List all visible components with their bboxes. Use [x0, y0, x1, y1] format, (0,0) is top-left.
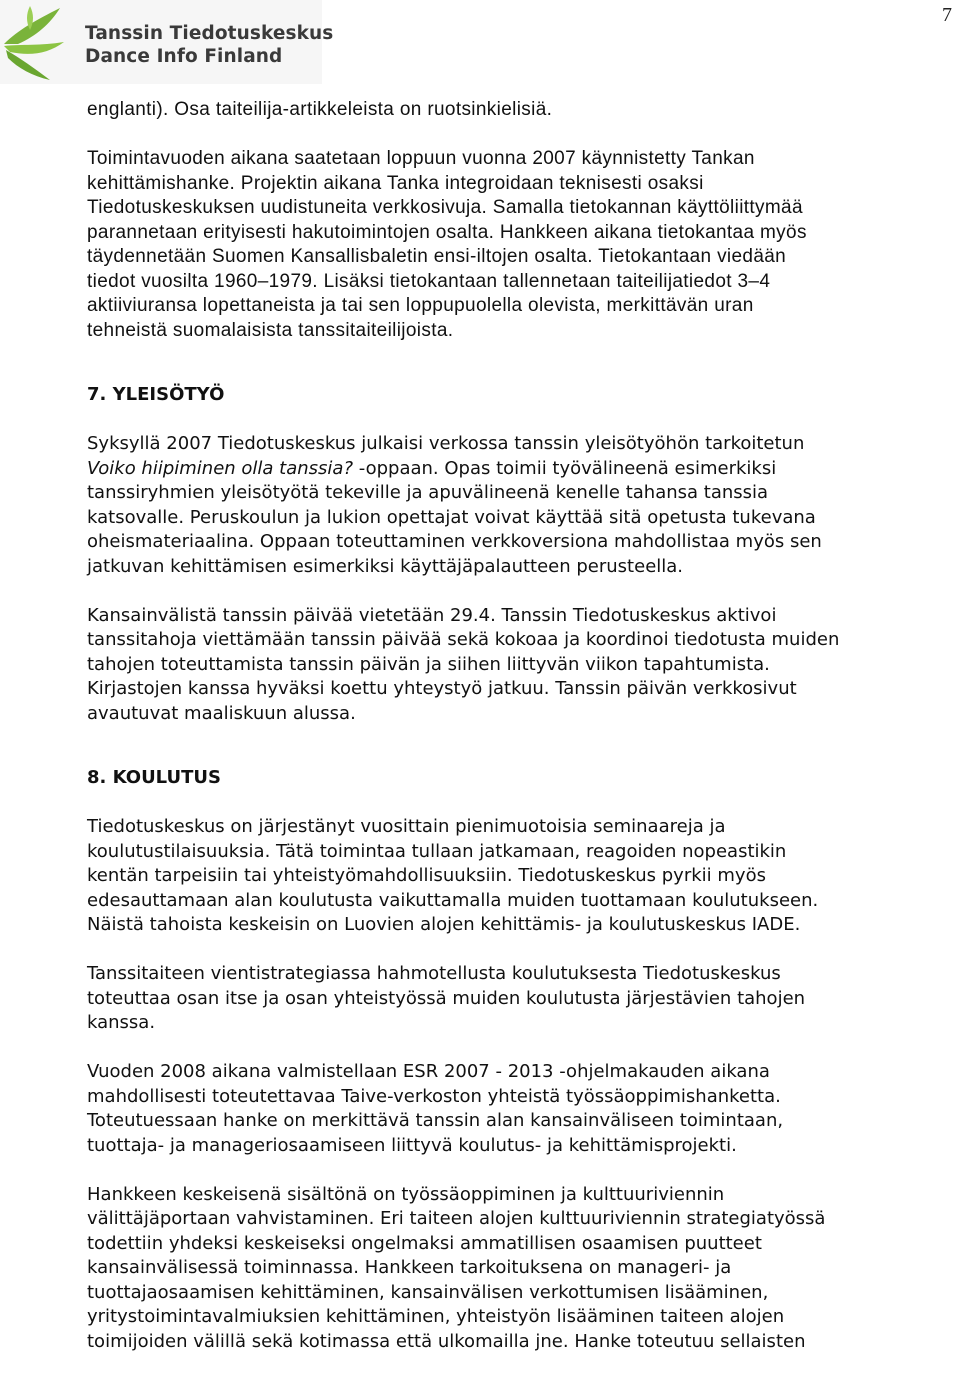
- paragraph-export-strategy: [87, 962, 947, 1036]
- text-line: tanssiryhmien yleisötyötä tekeville ja apuvälineenä kenelle tahansa tanssia: [87, 482, 769, 503]
- paragraph-audience-guide: [87, 432, 947, 579]
- logo-text-finnish: Tanssin Tiedotuskeskus: [85, 23, 334, 44]
- page-number: 7: [942, 4, 952, 26]
- text-line: todettiin yhdeksi keskeiseksi ongelmaksi ammatillisen osaamisen puutteet: [87, 1232, 762, 1254]
- text-line: yritystoimintavalmiuksien kehittäminen, yhteistyön lisääminen taiteen alojen: [87, 1306, 785, 1327]
- document-body: [87, 98, 947, 1354]
- text-line: Tanssitaiteen vientistrategiassa hahmotellusta koulutuksesta Tiedotuskeskus: [87, 963, 781, 984]
- paragraph-continuation: [87, 98, 947, 123]
- text-line: [87, 457, 947, 482]
- text-line: Toteutuessaan hanke on merkittävä tanssin alan kansainväliseen toimintaan,: [87, 1110, 784, 1131]
- text-line: oheismateriaalina. Oppaan toteuttaminen verkkoversiona mahdollistaa myös sen: [87, 531, 822, 552]
- text-line: Hankkeen keskeisenä sisältönä on työssäoppiminen ja kulttuuriviennin: [87, 1183, 725, 1205]
- text-line: edesauttamaan alan koulutusta vaikuttamalla muiden tuottamaan koulutukseen.: [87, 889, 819, 911]
- text-line: tuottaja- ja manageriosaamiseen liittyvä koulutus- ja kehittämisprojekti.: [87, 1134, 737, 1156]
- text-line: toimijoiden välillä sekä kotimassa että ulkomailla jne. Hanke toteutuu sellaisten: [87, 1330, 806, 1352]
- logo-leaf-icon: [0, 0, 80, 84]
- text-line: Vuoden 2008 aikana valmistellaan ESR 2007 - 2013 -ohjelmakauden aikana: [87, 1061, 770, 1082]
- text-line: Näistä tahoista keskeisin on Luovien alojen kehittämis- ja koulutuskeskus IADE.: [87, 914, 801, 935]
- paragraph-seminars: [87, 815, 947, 938]
- text-line: tuottajaosaamisen kehittäminen, kansainvälisen verkottumisen lisääminen,: [87, 1281, 769, 1303]
- section-heading-7: 7. YLEISÖTYÖ: [87, 384, 225, 405]
- text-line: tahojen toteuttamista tanssin päivän ja siihen liittyvän viikon tapahtumista.: [87, 653, 770, 675]
- text-line: kentän tarpeisiin tai yhteistyömahdollisuuksiin. Tiedotuskeskus pyrkii myös: [87, 865, 766, 886]
- text-fragment: -oppaan. Opas toimii työvälineenä esimerkiksi: [353, 457, 777, 479]
- text-line: välittäjäportaan vahvistaminen. Eri taiteen alojen kulttuuriviennin strategiatyössä: [87, 1208, 826, 1229]
- guide-title: Voiko hiipiminen olla tanssia?: [87, 457, 354, 479]
- text-line: kanssa.: [87, 1012, 156, 1033]
- text-line: kansainvälisessä toiminnassa. Hankkeen tarkoituksena on manageri- ja: [87, 1257, 732, 1278]
- text-line: täydennetään Suomen Kansallisbaletin ensi-iltojen osalta. Tietokantaan viedään: [87, 246, 787, 267]
- section-heading-8: 8. KOULUTUS: [87, 767, 221, 788]
- text-line: Tiedotuskeskus on järjestänyt vuosittain pienimuotoisia seminaareja ja: [87, 816, 726, 837]
- logo: [0, 0, 334, 84]
- paragraph-tanka-project: [87, 147, 947, 343]
- paragraph-project-content: [87, 1183, 947, 1355]
- text-line: Syksyllä 2007 Tiedotuskeskus julkaisi verkossa tanssin yleisötyöhön tarkoitetun: [87, 433, 805, 454]
- paragraph-dance-day: [87, 604, 947, 727]
- text-line: mahdollisesti toteutettavaa Taive-verkoston yhteistä työssäoppimishanketta.: [87, 1085, 781, 1107]
- text-line: jatkuvan kehittämisen esimerkiksi käyttäjäpalautteen perusteella.: [87, 555, 684, 577]
- text-line: englanti). Osa taiteilija-artikkeleista on ruotsinkielisiä.: [87, 99, 553, 120]
- text-line: Tiedotuskeskuksen uudistuneita verkkosivuja. Samalla tietokannan käyttöliittymää: [87, 197, 803, 218]
- text-line: aktiiviuransa lopettaneista ja tai sen loppupuolella olevista, merkittävän uran: [87, 295, 754, 316]
- logo-text-english: Dance Info Finland: [85, 46, 283, 67]
- text-line: tanssitahoja viettämään tanssin päivää sekä kokoaa ja koordinoi tiedotusta muiden: [87, 629, 840, 650]
- paragraph-esr-project: [87, 1060, 947, 1158]
- text-line: Toimintavuoden aikana saatetaan loppuun vuonna 2007 käynnistetty Tankan: [87, 148, 755, 169]
- text-line: Kirjastojen kanssa hyväksi koettu yhteystyö jatkuu. Tanssin päivän verkkosivut: [87, 678, 797, 699]
- text-line: Kansainvälistä tanssin päivää vietetään 29.4. Tanssin Tiedotuskeskus aktivoi: [87, 604, 777, 626]
- text-line: tehneistä suomalaisista tanssitaiteilijoista.: [87, 319, 454, 341]
- text-line: tiedot vuosilta 1960–1979. Lisäksi tietokantaan tallennetaan taiteilijatiedot 3–4: [87, 270, 771, 292]
- text-line: katsovalle. Peruskoulun ja lukion opettajat voivat käyttää sitä opetusta tukevana: [87, 506, 816, 528]
- text-line: toteuttaa osan itse ja osan yhteistyössä muiden koulutusta järjestävien tahojen: [87, 987, 806, 1009]
- text-line: avautuvat maaliskuun alussa.: [87, 702, 356, 724]
- text-line: kehittämishanke. Projektin aikana Tanka integroidaan teknisesti osaksi: [87, 172, 704, 194]
- text-line: koulutustilaisuuksia. Tätä toimintaa tullaan jatkamaan, reagoiden nopeastikin: [87, 840, 787, 862]
- text-line: parannetaan erityisesti hakutoimintojen osalta. Hankkeen aikana tietokantaa myös: [87, 221, 807, 243]
